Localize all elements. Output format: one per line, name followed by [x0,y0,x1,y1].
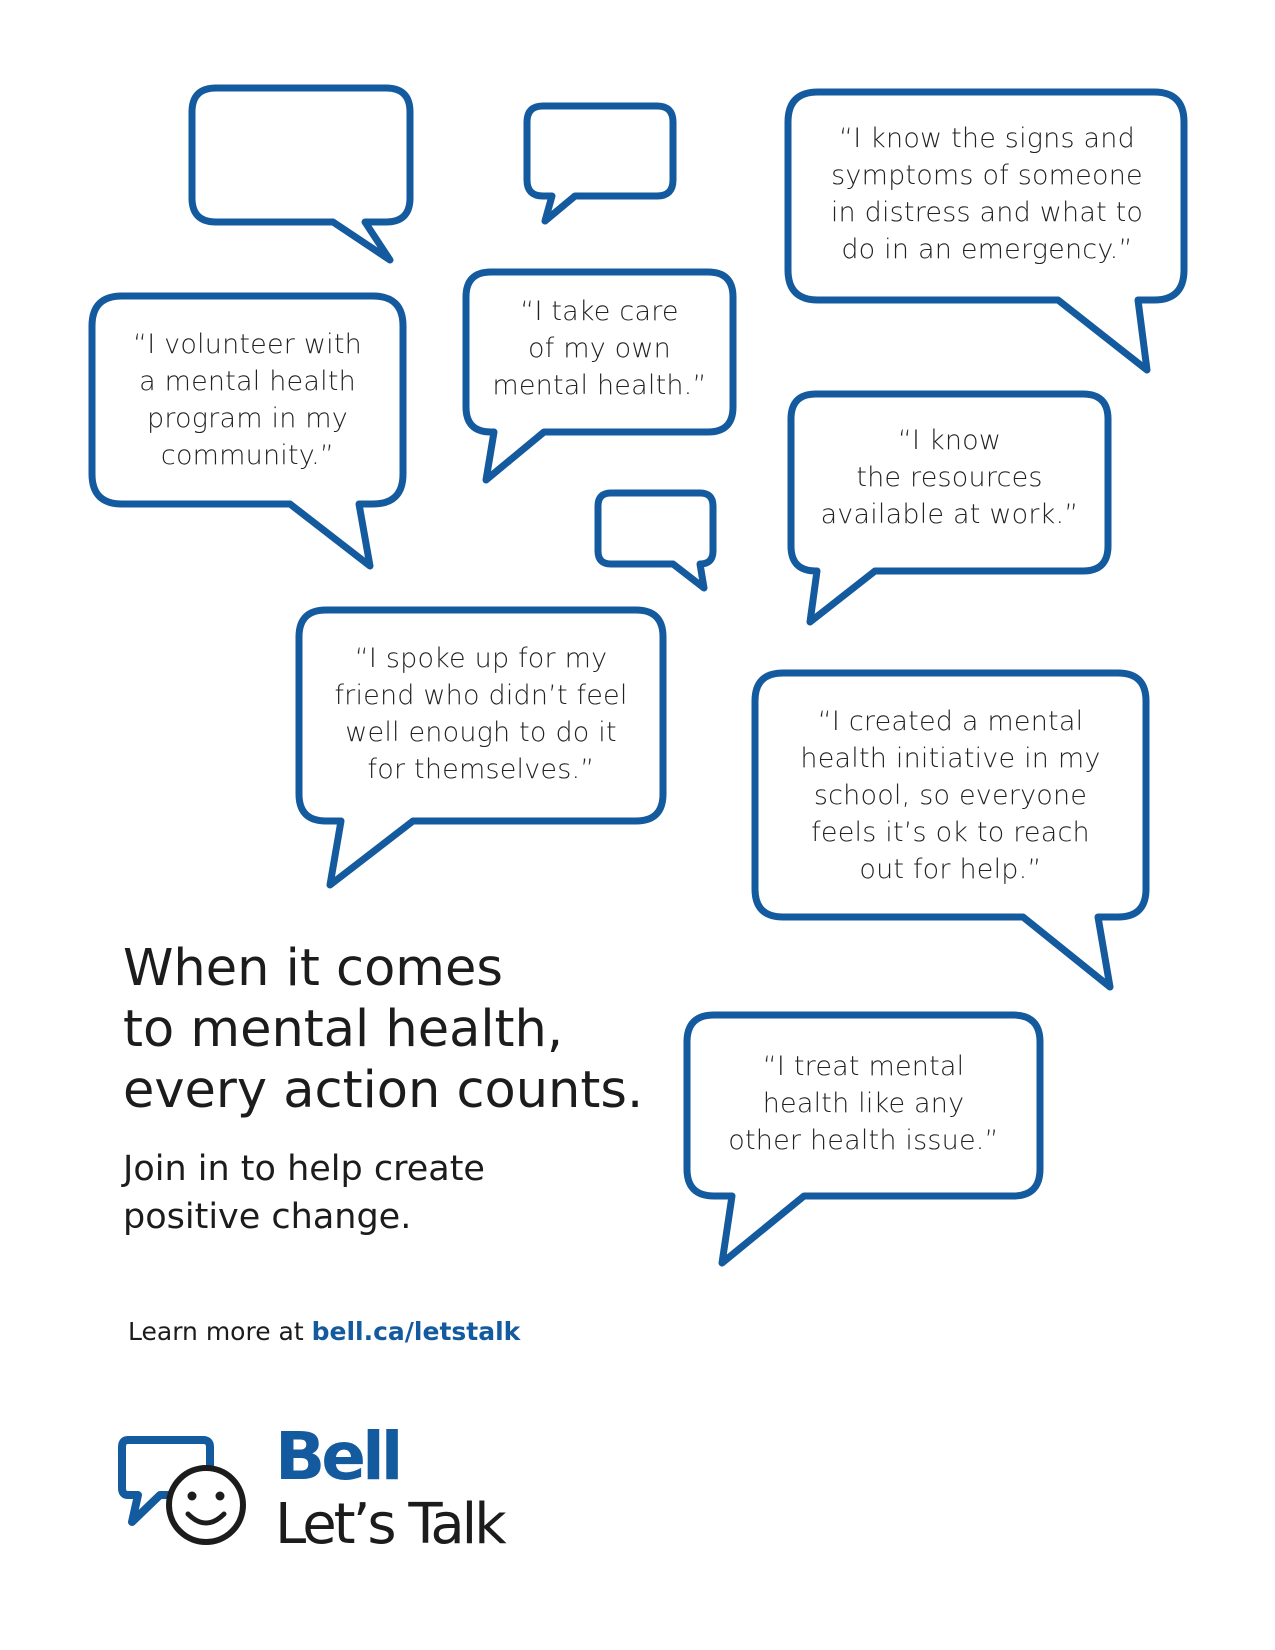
quote-line: “I take care [520,296,679,327]
learn-more-prefix: Learn more at [128,1317,304,1346]
quote-line: “I know [897,425,1002,456]
quote-signs [790,120,1184,268]
quote-take-care [466,293,733,404]
quote-line: “I know the signs and [839,123,1135,154]
quote-line: “I treat mental [762,1051,965,1082]
quote-line: in distress and what to [830,197,1144,228]
quote-treat [687,1048,1040,1159]
quote-line: school, so everyone [813,780,1088,811]
quote-line: community.” [160,440,335,471]
quote-line: mental health.” [492,370,707,401]
quote-line: “I volunteer with [133,329,362,360]
quote-volunteer [92,326,403,474]
quote-line: well enough to do it [345,717,617,748]
quote-line: health initiative in my [800,743,1101,774]
quote-line: friend who didn’t feel [334,680,628,711]
quote-line: a mental health [139,366,356,397]
learn-more [128,1317,520,1346]
quote-line: symptoms of someone [831,160,1143,191]
headline [123,938,683,1121]
quote-line: health like any [762,1088,965,1119]
learn-more-link[interactable]: bell.ca/letstalk [311,1317,521,1346]
quote-line: available at work.” [820,499,1079,530]
subheadline [123,1145,623,1241]
subheadline-line: Join in to help create [123,1149,485,1189]
empty-speech-bubble [598,493,713,588]
quote-line: feels it’s ok to reach [811,817,1090,848]
headline-line: to mental health, [123,1000,564,1059]
quote-line: do in an emergency.” [841,234,1133,265]
quote-line: other health issue.” [728,1125,999,1156]
logo-tagline: Let’s Talk [275,1492,504,1557]
quote-line: out for help.” [859,854,1042,885]
speech-bubble-smiley-icon [118,1430,268,1560]
empty-speech-bubble [192,88,410,260]
quote-line: “I spoke up for my [354,643,608,674]
empty-speech-bubble [527,106,673,221]
headline-line: When it comes [123,939,503,998]
logo-brand: Bell [275,1418,400,1495]
quote-spoke-up [299,640,663,788]
quote-initiative [755,703,1146,888]
subheadline-line: positive change. [123,1197,412,1237]
quote-line: the resources [856,462,1043,493]
quote-line: “I created a mental [817,706,1084,737]
quote-line: program in my [147,403,348,434]
quote-line: of my own [528,333,671,364]
headline-line: every action counts. [123,1061,644,1120]
quote-line: for themselves.” [367,754,595,785]
quote-resources [791,422,1108,533]
